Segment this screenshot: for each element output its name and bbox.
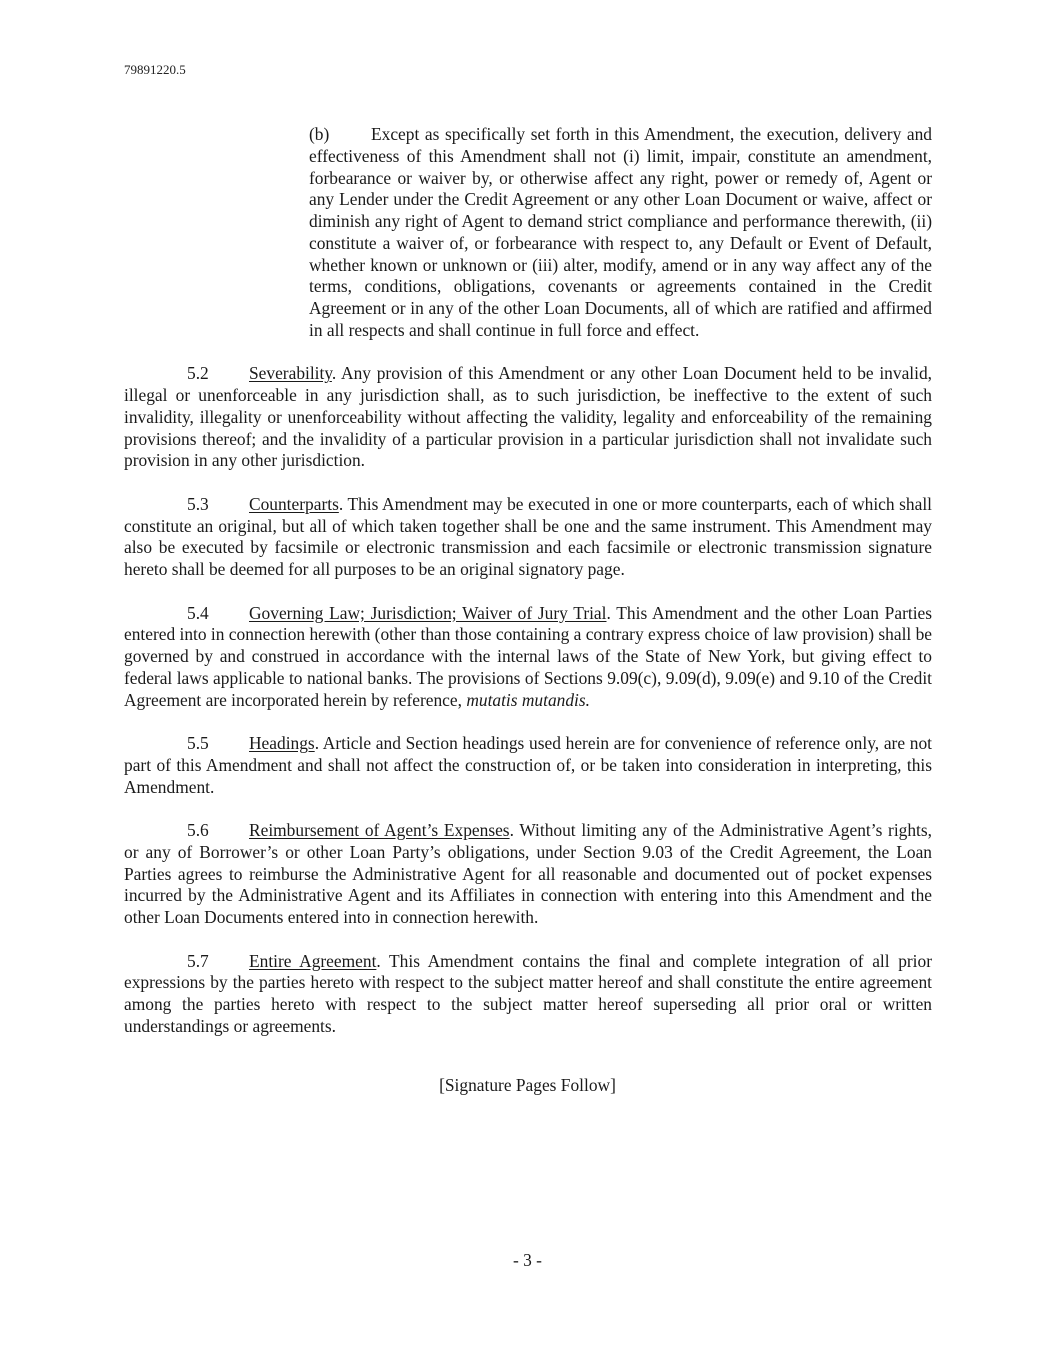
section-text: . Any provision of this Amendment or any other Loan Document held to be invalid, illegal or unenforceable in any jurisdiction shall, as to such jurisdiction, be ineffective to the extent of such invalidity, illegality or unenforceability without affecting the validity, legality and enforceability of the remaining provisions thereof; and the invalidity of a particular provision in a particular jurisdiction shall not invalidate such provision in any other jurisdiction. <box>124 363 932 471</box>
section-heading: Headings <box>249 733 315 753</box>
section-text: . This Amendment and the other Loan Parties entered into in connection herewith (other than those containing a contrary express choice of law provision) shall be governed by and construed in accordance with the internal laws of the State of New York, but giving effect to federal laws applicable to national banks. The provisions of Sections 9.09(c), 9.09(d), 9.09(e) and 9.10 of the Credit Agreement are incorporated herein by reference, <box>124 602 933 710</box>
section-text: . Without limiting any of the Administrative Agent’s rights, or any of Borrower’s or other Loan Party’s obligations, under Section 9.03 of the Credit Agreement, the Loan Parties agrees to reimburse the Administrative Agent for all reasonable and documented out of pocket expenses incurred by the Administrative Agent and its Affiliates in connection with entering into this Amendment and the other Loan Documents entered into in connection herewith. <box>124 820 933 927</box>
section-heading: Severability <box>249 363 332 384</box>
section-number: 5.3 <box>187 493 209 514</box>
section-5-5 <box>124 733 932 798</box>
paragraph-label: (b) <box>309 124 330 144</box>
section-text: . This Amendment may be executed in one or more counterparts, each of which shall constitute an original, but all of which taken together shall be one and the same instrument. This Amendment may also be executed by facsimile or electronic transmission and each facsimile or electronic transmission signature hereto shall be deemed for all purposes to be an original signatory page. <box>124 493 932 579</box>
section-number: 5.5 <box>187 733 209 753</box>
section-heading: Reimbursement of Agent’s Expenses <box>249 820 510 840</box>
section-text: . Article and Section headings used herein are for convenience of reference only, are not part of this Amendment and shall not affect the construction of, or be taken into consideration in interpreting, this Amendment. <box>124 733 932 797</box>
paragraph-text: Except as specifically set forth in this Amendment, the execution, delivery and effectiveness of this Amendment shall not (i) limit, impair, constitute an amendment, forbearance or waiver by, or otherwise affect any right, power or remedy of, Agent or any Lender under the Credit Agreement or any other Loan Document or waive, affect or diminish any right of Agent to demand strict compliance and performance therewith, (ii) constitute a waiver of, or forbearance with respect to, any Default or Event of Default, whether known or unknown or (iii) alter, modify, amend or in any way affect any of the terms, conditions, obligations, covenants or agreements contained in the Credit Agreement or in any of the other Loan Documents, all of which are ratified and affirmed in all respects and shall continue in full force and effect. <box>309 124 932 340</box>
section-number: 5.6 <box>187 820 209 840</box>
section-number: 5.7 <box>187 950 209 971</box>
section-heading: Entire Agreement <box>249 950 377 971</box>
section-5-7 <box>124 951 932 1038</box>
page-number: - 3 - <box>513 1250 542 1270</box>
section-number: 5.2 <box>187 363 209 384</box>
section-heading: Counterparts <box>249 493 339 514</box>
section-5-3 <box>124 494 932 581</box>
section-5-2 <box>124 363 932 472</box>
section-italic-text: mutatis mutandis. <box>466 689 590 710</box>
section-5-4 <box>124 603 932 712</box>
document-id: 79891220.5 <box>124 62 186 77</box>
paragraph-b <box>124 124 932 342</box>
section-text: . This Amendment contains the final and complete integration of all prior expressions by the parties hereto with respect to the subject matter hereof and shall constitute the entire agreement among the parties hereto with respect to the subject matter hereof superseding all prior oral or written understandings or agreements. <box>124 950 932 1036</box>
section-number: 5.4 <box>187 602 209 623</box>
document-body <box>124 124 932 1059</box>
section-5-6 <box>124 820 932 929</box>
signature-pages-note: [Signature Pages Follow] <box>439 1075 616 1095</box>
section-heading: Governing Law; Jurisdiction; Waiver of Jury Trial <box>249 602 607 623</box>
